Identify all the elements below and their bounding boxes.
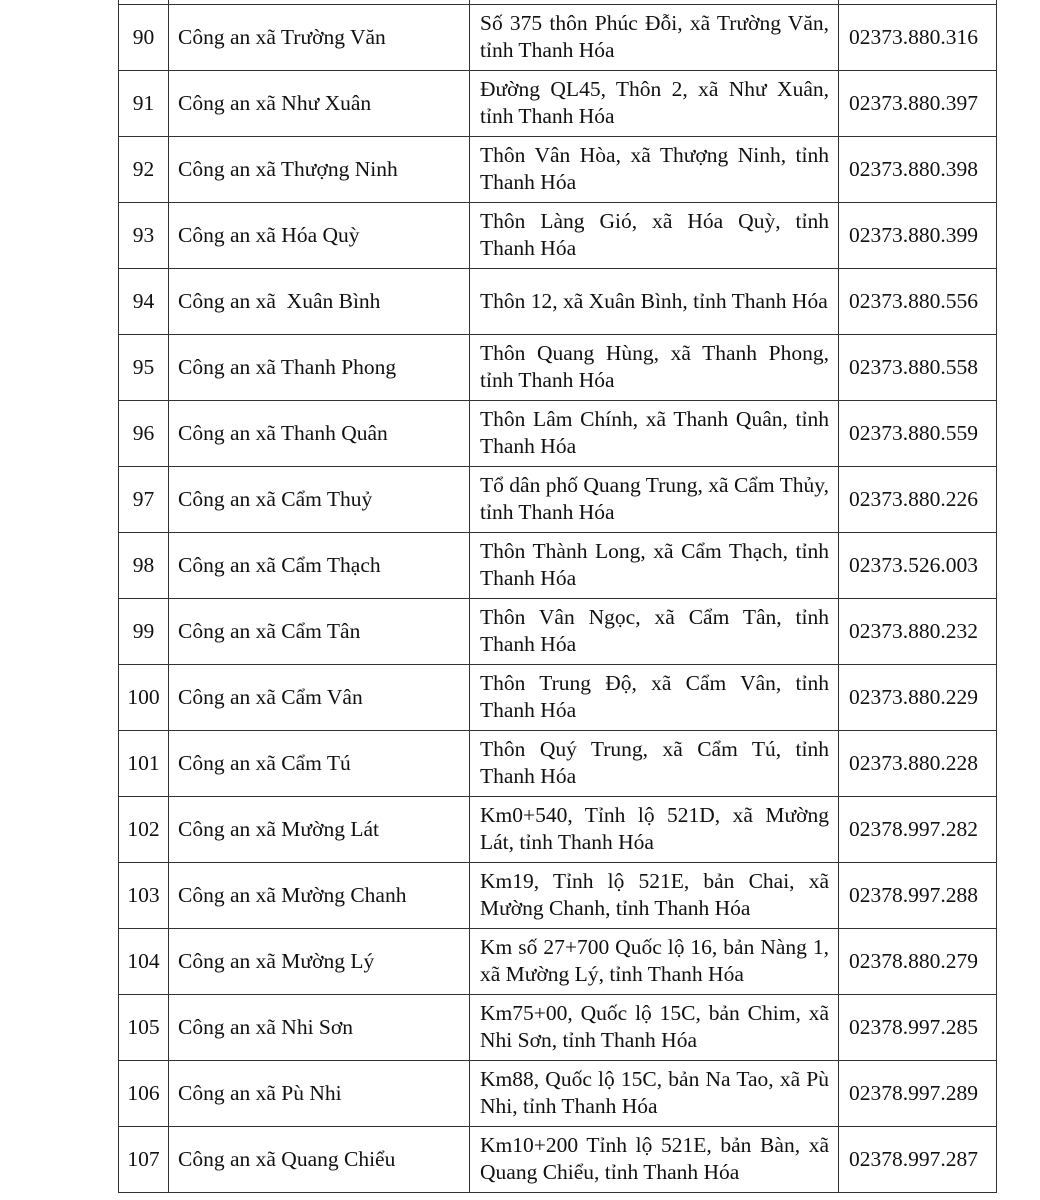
- unit-address: Km0+540, Tỉnh lộ 521D, xã Mường Lát, tỉnh Thanh Hóa: [470, 796, 839, 862]
- unit-phone: 02373.880.558: [839, 334, 997, 400]
- row-number: 104: [119, 928, 169, 994]
- row-number: 106: [119, 1060, 169, 1126]
- unit-name: Công an xã Mường Chanh: [169, 862, 470, 928]
- police-directory-table: [118, 0, 997, 1193]
- unit-name: Công an xã Trường Văn: [169, 4, 470, 70]
- unit-name: Công an xã Cẩm Vân: [169, 664, 470, 730]
- table-row: [119, 1126, 997, 1192]
- table-row: [119, 70, 997, 136]
- unit-address: Đường QL45, Thôn 2, xã Như Xuân, tỉnh Thanh Hóa: [470, 70, 839, 136]
- unit-phone: 02373.880.397: [839, 70, 997, 136]
- row-number: 90: [119, 4, 169, 70]
- row-number: 107: [119, 1126, 169, 1192]
- unit-name: Công an xã Cẩm Thuỷ: [169, 466, 470, 532]
- unit-address: Km số 27+700 Quốc lộ 16, bản Nàng 1, xã Mường Lý, tỉnh Thanh Hóa: [470, 928, 839, 994]
- unit-name: Công an xã Thượng Ninh: [169, 136, 470, 202]
- unit-phone: 02378.997.287: [839, 1126, 997, 1192]
- table-row: [119, 202, 997, 268]
- table-row: [119, 664, 997, 730]
- unit-phone: 02373.880.559: [839, 400, 997, 466]
- table-row: [119, 136, 997, 202]
- unit-address: Thôn Làng Gió, xã Hóa Quỳ, tỉnh Thanh Hóa: [470, 202, 839, 268]
- unit-name: Công an xã Thanh Phong: [169, 334, 470, 400]
- unit-name: Công an xã Hóa Quỳ: [169, 202, 470, 268]
- unit-name: Công an xã Nhi Sơn: [169, 994, 470, 1060]
- unit-address: Thôn Quý Trung, xã Cẩm Tú, tỉnh Thanh Hóa: [470, 730, 839, 796]
- unit-phone: 02373.880.229: [839, 664, 997, 730]
- unit-address: Tổ dân phố Quang Trung, xã Cẩm Thủy, tỉnh Thanh Hóa: [470, 466, 839, 532]
- unit-address: Thôn Quang Hùng, xã Thanh Phong, tỉnh Thanh Hóa: [470, 334, 839, 400]
- table-row: [119, 928, 997, 994]
- row-number: 97: [119, 466, 169, 532]
- unit-phone: 02378.997.289: [839, 1060, 997, 1126]
- row-number: 100: [119, 664, 169, 730]
- unit-phone: 02373.880.556: [839, 268, 997, 334]
- unit-phone: 02378.997.288: [839, 862, 997, 928]
- table-row: [119, 4, 997, 70]
- row-number: 96: [119, 400, 169, 466]
- table-row: [119, 400, 997, 466]
- unit-phone: 02373.880.232: [839, 598, 997, 664]
- unit-address: Thôn Vân Hòa, xã Thượng Ninh, tỉnh Thanh Hóa: [470, 136, 839, 202]
- table-row: [119, 532, 997, 598]
- unit-name: Công an xã Xuân Bình: [169, 268, 470, 334]
- unit-name: Công an xã Cẩm Thạch: [169, 532, 470, 598]
- unit-name: Công an xã Mường Lát: [169, 796, 470, 862]
- row-number: 103: [119, 862, 169, 928]
- unit-phone: 02373.526.003: [839, 532, 997, 598]
- unit-phone: 02373.880.316: [839, 4, 997, 70]
- unit-phone: 02373.880.226: [839, 466, 997, 532]
- row-number: 98: [119, 532, 169, 598]
- table-row: [119, 598, 997, 664]
- row-number: 92: [119, 136, 169, 202]
- unit-address: Thôn Trung Độ, xã Cẩm Vân, tỉnh Thanh Hóa: [470, 664, 839, 730]
- unit-name: Công an xã Cẩm Tú: [169, 730, 470, 796]
- unit-address: Thôn Vân Ngọc, xã Cẩm Tân, tỉnh Thanh Hóa: [470, 598, 839, 664]
- row-number: 95: [119, 334, 169, 400]
- unit-name: Công an xã Mường Lý: [169, 928, 470, 994]
- table-row: [119, 1060, 997, 1126]
- row-number: 102: [119, 796, 169, 862]
- row-number: 91: [119, 70, 169, 136]
- unit-name: Công an xã Cẩm Tân: [169, 598, 470, 664]
- unit-name: Công an xã Quang Chiểu: [169, 1126, 470, 1192]
- unit-address: Số 375 thôn Phúc Đỗi, xã Trường Văn, tỉnh Thanh Hóa: [470, 4, 839, 70]
- table-row: [119, 730, 997, 796]
- unit-phone: 02378.997.282: [839, 796, 997, 862]
- row-number: 101: [119, 730, 169, 796]
- unit-address: Thôn 12, xã Xuân Bình, tỉnh Thanh Hóa: [470, 268, 839, 334]
- unit-phone: 02378.880.279: [839, 928, 997, 994]
- unit-address: Km75+00, Quốc lộ 15C, bản Chim, xã Nhi Sơn, tỉnh Thanh Hóa: [470, 994, 839, 1060]
- row-number: 93: [119, 202, 169, 268]
- unit-name: Công an xã Như Xuân: [169, 70, 470, 136]
- unit-phone: 02373.880.398: [839, 136, 997, 202]
- table-row: [119, 268, 997, 334]
- unit-name: Công an xã Thanh Quân: [169, 400, 470, 466]
- row-number: 99: [119, 598, 169, 664]
- unit-phone: 02373.880.399: [839, 202, 997, 268]
- unit-address: Km19, Tỉnh lộ 521E, bản Chai, xã Mường Chanh, tỉnh Thanh Hóa: [470, 862, 839, 928]
- table-row: [119, 334, 997, 400]
- unit-address: Thôn Thành Long, xã Cẩm Thạch, tỉnh Thanh Hóa: [470, 532, 839, 598]
- table-row: [119, 862, 997, 928]
- table-body: [119, 0, 997, 1192]
- row-number: 94: [119, 268, 169, 334]
- unit-address: Km88, Quốc lộ 15C, bản Na Tao, xã Pù Nhi, tỉnh Thanh Hóa: [470, 1060, 839, 1126]
- unit-phone: 02373.880.228: [839, 730, 997, 796]
- unit-address: Thôn Lâm Chính, xã Thanh Quân, tỉnh Thanh Hóa: [470, 400, 839, 466]
- unit-address: Km10+200 Tỉnh lộ 521E, bản Bàn, xã Quang Chiểu, tỉnh Thanh Hóa: [470, 1126, 839, 1192]
- table-row: [119, 796, 997, 862]
- unit-phone: 02378.997.285: [839, 994, 997, 1060]
- unit-name: Công an xã Pù Nhi: [169, 1060, 470, 1126]
- table-row: [119, 466, 997, 532]
- table-row: [119, 994, 997, 1060]
- row-number: 105: [119, 994, 169, 1060]
